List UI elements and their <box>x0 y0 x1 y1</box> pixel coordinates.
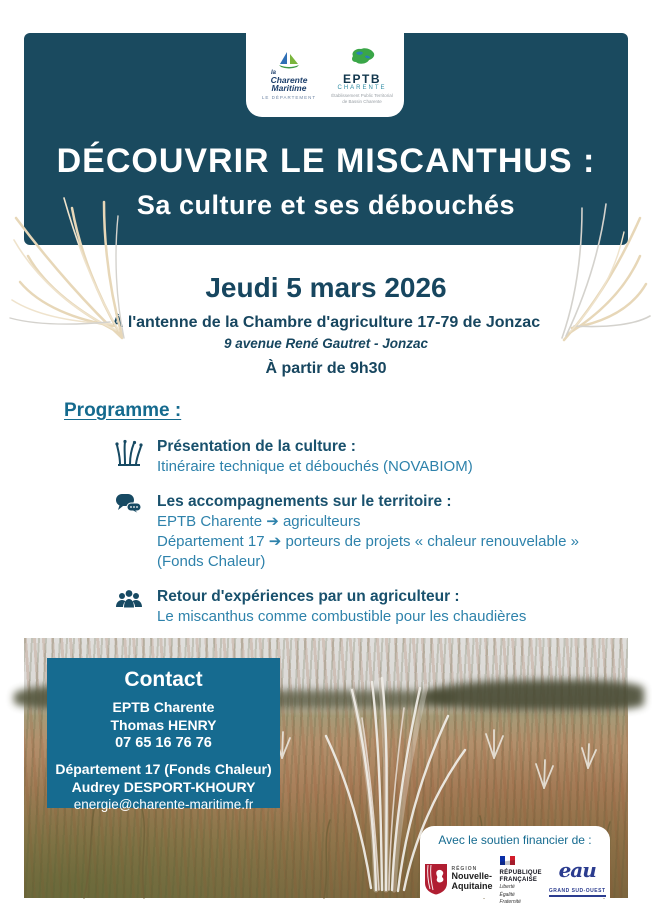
programme-item-line: Itinéraire technique et débouchés (NOVABIOM) <box>157 458 473 475</box>
eptb-logo-tiny2: de Bassin Charente <box>342 98 382 104</box>
event-address: 9 avenue René Gautret - Jonzac <box>223 336 429 351</box>
programme-list <box>115 437 620 627</box>
nouvelle-aquitaine-crest-icon <box>424 863 448 895</box>
miscanthus-icon <box>115 437 145 477</box>
eau-logo-word: eau <box>558 857 596 882</box>
programme-item-text <box>157 492 620 572</box>
programme-item-text <box>157 437 620 477</box>
republique-francaise-logo <box>500 852 542 906</box>
programme-item-line: (Fonds Chaleur) <box>157 553 266 570</box>
cm-logo-subtitle: LE DÉPARTEMENT <box>261 94 317 100</box>
chat-icon <box>115 492 145 572</box>
sponsors-title: Avec le soutien financier de : <box>438 833 592 847</box>
eptb-charente-logo <box>331 47 393 104</box>
eptb-logo-subtitle: CHARENTE <box>337 84 387 91</box>
programme-item-heading: Les accompagnements sur le territoire : <box>157 493 452 510</box>
programme-item-heading: Retour d'expériences par un agriculteur : <box>157 588 460 605</box>
logo-tab <box>246 33 404 117</box>
charente-maritime-logo <box>257 51 321 100</box>
contact-box <box>47 658 280 812</box>
eptb-logo-title: EPTB <box>342 71 381 86</box>
event-date: Jeudi 5 mars 2026 <box>205 272 447 303</box>
rf-motto-liberte: Liberté <box>499 884 515 890</box>
contact-title: Contact <box>124 668 203 691</box>
rf-motto-fraternite: Fraternité <box>499 899 521 905</box>
rf-motto-egalite: Égalité <box>499 891 515 898</box>
sponsors-box <box>420 826 610 905</box>
cm-logo-line1: Charente <box>270 74 308 85</box>
programme-item-line: Le miscanthus comme combustible pour les chaudières <box>157 608 527 625</box>
nouvelle-aquitaine-text <box>451 866 492 891</box>
eau-logo-subtitle: GRAND SUD-OUEST <box>549 888 606 897</box>
programme-item-retour <box>115 587 620 627</box>
people-icon <box>115 587 145 627</box>
sponsor-logos-row <box>420 852 610 906</box>
contact-org-departement17: Département 17 (Fonds Chaleur) <box>55 761 272 777</box>
poster-title-line2: Sa culture et ses débouchés <box>136 190 516 220</box>
cm-logo-la: la <box>271 69 277 76</box>
sailboat-icon <box>277 51 301 69</box>
watershed-map-icon <box>347 47 377 67</box>
eau-grand-sud-ouest-logo <box>548 857 606 897</box>
programme-title: Programme : <box>64 400 182 421</box>
miscanthus-field-photo <box>24 638 628 905</box>
event-venue: À l'antenne de la Chambre d'agriculture 17-79 de Jonzac <box>111 314 541 331</box>
programme-item-text <box>157 587 620 627</box>
rf-line1: RÉPUBLIQUE <box>499 870 542 876</box>
na-line2: Aquitaine <box>451 880 493 891</box>
french-flag-icon <box>500 856 515 865</box>
eptb-logo-tiny1: Établissement Public Territorial <box>331 92 393 98</box>
contact-name-audrey-desport-khoury: Audrey DESPORT-KHOURY <box>71 779 256 795</box>
contact-phone: 07 65 16 76 76 <box>115 735 212 751</box>
event-time: À partir de 9h30 <box>265 360 387 377</box>
na-line1: Nouvelle- <box>451 871 492 882</box>
programme-item-line: Département 17 ➔ porteurs de projets « chaleur renouvelable » <box>157 533 579 550</box>
programme-item-line: EPTB Charente ➔ agriculteurs <box>157 513 361 530</box>
cm-logo-line2: Maritime <box>271 83 307 93</box>
contact-email: energie@charente-maritime.fr <box>73 797 254 812</box>
poster-title-line1: DÉCOUVRIR LE MISCANTHUS : <box>56 142 596 180</box>
contact-org-eptb: EPTB Charente <box>112 699 215 715</box>
contact-name-thomas-henry: Thomas HENRY <box>110 717 217 733</box>
programme-item-heading: Présentation de la culture : <box>157 438 356 455</box>
na-region-label: RÉGION <box>451 866 478 873</box>
nouvelle-aquitaine-logo <box>424 863 492 895</box>
rf-line2: FRANÇAISE <box>499 876 538 883</box>
programme-item-culture <box>115 437 620 477</box>
programme-item-accompagnements <box>115 492 620 572</box>
